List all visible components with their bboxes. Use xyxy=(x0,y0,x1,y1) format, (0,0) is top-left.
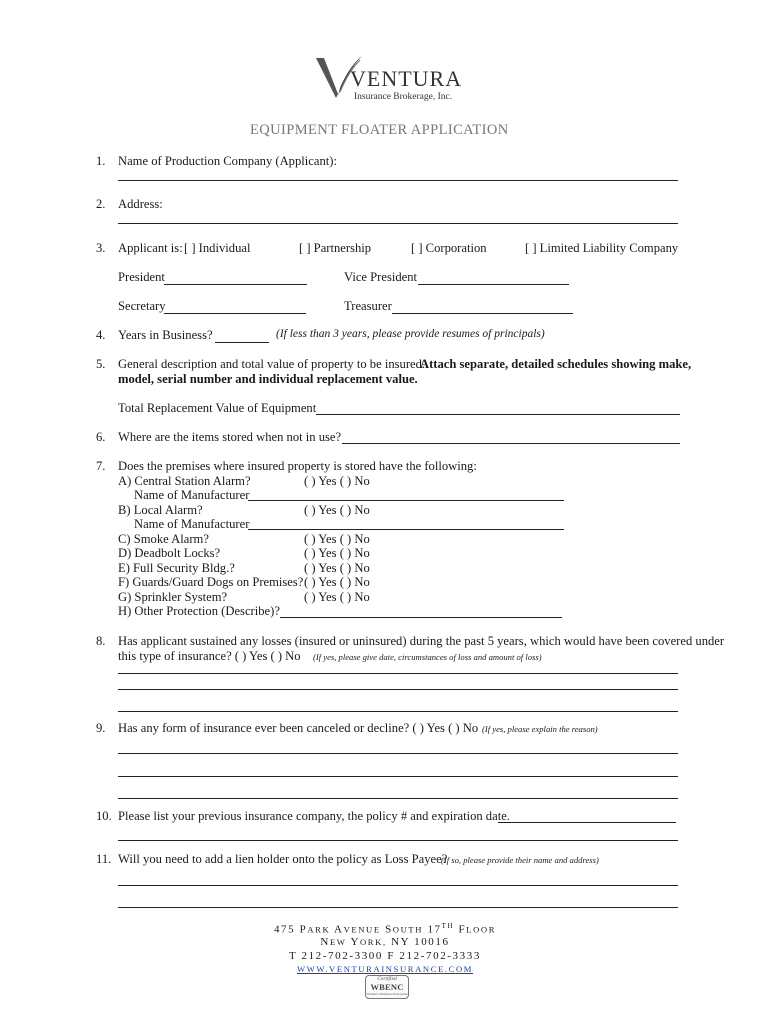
q9-answer-line-1[interactable] xyxy=(118,753,678,754)
q5-number: 5. xyxy=(96,357,106,371)
q9-note: (If yes, please explain the reason) xyxy=(482,724,598,734)
q5-bold-instruction-2: model, serial number and individual replacement value. xyxy=(118,372,418,386)
vice-president-label: Vice President xyxy=(344,270,418,284)
wbenc-logo: WBENC xyxy=(370,982,404,992)
q7h-describe-field[interactable] xyxy=(280,617,562,618)
treasurer-label: Treasurer xyxy=(344,299,392,313)
vice-president-field[interactable] xyxy=(418,284,569,285)
q8-note: (If yes, please give date, circumstances of loss and amount of loss) xyxy=(313,652,542,662)
footer-address-line2: NEW YORK, NY 10016 xyxy=(320,936,450,948)
q11-label: Will you need to add a lien holder onto the policy as Loss Payee? xyxy=(118,852,448,866)
q7c-yes-no[interactable]: ( ) Yes ( ) No xyxy=(304,532,370,546)
q7-number: 7. xyxy=(96,459,106,473)
q6-label: Where are the items stored when not in use? xyxy=(118,430,342,444)
q10-number: 10. xyxy=(96,809,112,823)
q7e-label: E) Full Security Bldg.? xyxy=(118,561,235,575)
q11-number: 11. xyxy=(96,852,112,866)
q7b-manufacturer-label: Name of Manufacturer xyxy=(134,517,250,531)
q9-number: 9. xyxy=(96,721,106,735)
wbenc-certified: Certified xyxy=(377,976,397,982)
secretary-label: Secretary xyxy=(118,299,166,313)
q11-answer-line-1[interactable] xyxy=(118,885,678,886)
q8-label-line1: Has applicant sustained any losses (insured or uninsured) during the past 5 years, which would have been covered under xyxy=(118,634,725,648)
q2-label: Address: xyxy=(118,197,163,211)
q10-label: Please list your previous insurance company, the policy # and expiration date. xyxy=(118,809,510,823)
logo xyxy=(314,52,464,104)
footer-new: EW xyxy=(329,937,347,947)
q10-inline-field[interactable] xyxy=(498,822,676,823)
q8-answer-line-3[interactable] xyxy=(118,711,678,712)
q8-answer-line-2[interactable] xyxy=(118,689,678,690)
president-label: President xyxy=(118,270,165,284)
storage-location-field[interactable] xyxy=(342,443,680,444)
footer-south: OUTH xyxy=(392,924,424,935)
q7a-label: A) Central Station Alarm? xyxy=(118,474,251,488)
q4-number: 4. xyxy=(96,328,106,342)
q1-answer-line[interactable] xyxy=(118,180,678,181)
checkbox-individual[interactable]: [ ] Individual xyxy=(184,241,251,255)
q7a-yes-no[interactable]: ( ) Yes ( ) No xyxy=(304,474,370,488)
years-in-business-field[interactable] xyxy=(215,342,269,343)
footer-york: ORK, xyxy=(360,937,387,947)
q2-answer-line[interactable] xyxy=(118,223,678,224)
q7f-yes-no[interactable]: ( ) Yes ( ) No xyxy=(304,575,370,589)
q3-number: 3. xyxy=(96,241,106,255)
q1-number: 1. xyxy=(96,154,106,168)
q7b-label: B) Local Alarm? xyxy=(118,503,203,517)
president-field[interactable] xyxy=(164,284,307,285)
q8-answer-line-1[interactable] xyxy=(118,673,678,674)
footer-address-line1: 475 PARK AVENUE SOUTH 17TH FLOOR xyxy=(273,922,497,936)
q7-label: Does the premises where insured property is stored have the following: xyxy=(118,459,477,473)
q5-label: General description and total value of property to be insured. xyxy=(118,357,426,371)
q9-label: Has any form of insurance ever been canceled or decline? ( ) Yes ( ) No xyxy=(118,721,479,735)
q7d-yes-no[interactable]: ( ) Yes ( ) No xyxy=(304,546,370,560)
q8-label-line2: this type of insurance? ( ) Yes ( ) No xyxy=(118,649,301,663)
footer-floor: LOOR xyxy=(466,924,497,935)
checkbox-corporation[interactable]: [ ] Corporation xyxy=(411,241,487,255)
footer-park: ARK xyxy=(307,924,331,935)
q10-answer-line[interactable] xyxy=(118,840,678,841)
q8-number: 8. xyxy=(96,634,106,648)
q9-answer-line-3[interactable] xyxy=(118,798,678,799)
page-title: EQUIPMENT FLOATER APPLICATION xyxy=(250,122,509,138)
q7g-yes-no[interactable]: ( ) Yes ( ) No xyxy=(304,590,370,604)
logo-name: VENTURA xyxy=(350,66,463,91)
footer-website-link[interactable]: WWW.VENTURAINSURANCE.COM xyxy=(296,964,474,974)
wbenc-subtitle: Women's Business Enterprise xyxy=(366,992,408,996)
q7d-label: D) Deadbolt Locks? xyxy=(118,546,221,560)
treasurer-field[interactable] xyxy=(392,313,573,314)
logo-subtitle: Insurance Brokerage, Inc. xyxy=(354,92,453,102)
q2-number: 2. xyxy=(96,197,106,211)
q4-label: Years in Business? xyxy=(118,328,213,342)
total-replacement-field[interactable] xyxy=(316,414,680,415)
q7a-manufacturer-label: Name of Manufacturer xyxy=(134,488,250,502)
q7g-label: G) Sprinkler System? xyxy=(118,590,228,604)
q9-answer-line-2[interactable] xyxy=(118,776,678,777)
q7b-manufacturer-field[interactable] xyxy=(248,529,564,530)
wbenc-badge xyxy=(365,975,409,999)
q3-label: Applicant is: xyxy=(118,241,183,255)
total-replacement-label: Total Replacement Value of Equipment xyxy=(118,401,317,415)
footer-phone: T 212-702-3300 F 212-702-3333 xyxy=(289,950,481,962)
checkbox-partnership[interactable]: [ ] Partnership xyxy=(299,241,372,255)
q11-answer-line-2[interactable] xyxy=(118,907,678,908)
q7c-label: C) Smoke Alarm? xyxy=(118,532,209,546)
checkbox-llc[interactable]: [ ] Limited Liability Company xyxy=(525,241,679,255)
q6-number: 6. xyxy=(96,430,106,444)
q7b-yes-no[interactable]: ( ) Yes ( ) No xyxy=(304,503,370,517)
q7a-manufacturer-field[interactable] xyxy=(248,500,564,501)
q4-note: (If less than 3 years, please provide resumes of principals) xyxy=(276,328,545,340)
q7f-label: F) Guards/Guard Dogs on Premises? xyxy=(118,575,304,589)
q7e-yes-no[interactable]: ( ) Yes ( ) No xyxy=(304,561,370,575)
q7h-label: H) Other Protection (Describe)? xyxy=(118,604,280,618)
footer-avenue: VENUE xyxy=(343,924,381,935)
q5-bold-instruction-1: Attach separate, detailed schedules showing make, xyxy=(420,357,692,371)
q11-note: (If so, please provide their name and address) xyxy=(441,855,599,865)
secretary-field[interactable] xyxy=(164,313,306,314)
q1-label: Name of Production Company (Applicant): xyxy=(118,154,337,168)
